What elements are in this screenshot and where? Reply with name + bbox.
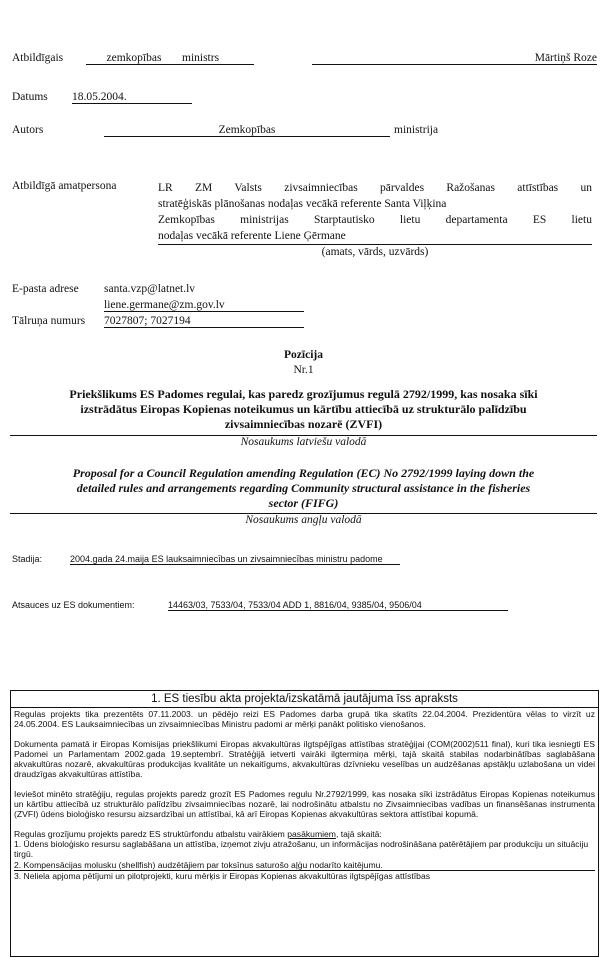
proposal-lv-line1: Priekšlikums ES Padomes regulai, kas paredz grozījumus regulā 2792/1999, kas nosaka sīki — [69, 387, 538, 401]
date-label: Datums — [12, 91, 48, 103]
summary-item2: 2. Kompensācijas molusku (shellfish) audzētājiem par toksīnus saturošo aļģu nodarīto kaitējumu. — [14, 859, 383, 870]
email-1[interactable]: santa.vzp@latnet.lv — [104, 283, 196, 295]
responsible-name: Mārtiņš Roze — [312, 52, 597, 65]
summary-para1: Regulas projekts tika prezentēts 07.11.2003. un pēdējo reizi ES Padomes darba grupā tika skatīts 22.04.2004. Prezidentūra vēlas to virzīt uz 24.05.2004. ES Lauksaimniecības un zivsaimniecības Ministru padomi ar mērķi panākt politisko vienošanos. — [14, 709, 595, 730]
summary-para4-link: pasākumiem — [287, 828, 336, 839]
official-block — [158, 180, 592, 244]
stage-value: 2004.gada 24.maija ES lauksaimniecības un zivsaimniecības ministru padome — [70, 554, 400, 565]
official-label: Atbildīgā amatpersona — [12, 180, 117, 192]
summary-title: 1. ES tiesību akta projekta/izskatāmā jautājuma īss apraksts — [11, 691, 598, 708]
email-label: E-pasta adrese — [12, 283, 79, 295]
summary-item1: 1. Ūdens bioloģisko resursu saglabāšana un attīstība, izņemot zivju atražošanu, un informācijas nodrošināšana patērētājiem par produkciju un situāciju tirgū. — [14, 838, 589, 860]
refs-label: Atsauces uz ES dokumentiem: — [12, 600, 135, 610]
summary-body — [11, 708, 598, 882]
summary-item3: 3. Neliela apjoma pētījumi un pilotprojekti, kuru mērķis ir Eiropas Kopienas akvakultūras ilgtspējīgas attīstības — [14, 870, 595, 881]
proposal-title-en — [0, 466, 607, 511]
stage-label: Stadija: — [12, 554, 43, 564]
responsible-ministry: zemkopības — [86, 52, 182, 65]
proposal-en-caption: Nosaukums angļu valodā — [245, 514, 362, 526]
date-value: 18.05.2004. — [72, 91, 192, 104]
official-underline — [158, 244, 592, 245]
summary-para3: Ieviešot minēto stratēģiju, regulas projekts paredz grozīt ES Padomes regulu Nr.2792/1999, kas nosaka sīki izstrādātus Eiropas Kopienas noteikumus un kārtību attiecībā uz strukturālo palīdzību zivsaimniecības nozarē, lai nodrošinātu atbalstu no Zivsaimniecības vadības un finansēšanas instrumenta (ZVFI) ūdens bioloģisko resursu aizsardzībai un attīstībai, kā arī Eiropas Kopienas akvakultūras sektora attīstībai kopumā. — [14, 788, 595, 820]
author-label: Autors — [12, 124, 44, 136]
official-caption: (amats, vārds, uzvārds) — [321, 246, 429, 258]
proposal-en-line2: detailed rules and arrangements regarding Community structural assistance in the fisheries — [76, 481, 531, 495]
proposal-lv-line3: zivsaimniecības nozarē (ZVFI) — [224, 417, 383, 431]
email-2[interactable]: liene.germane@zm.gov.lv — [104, 299, 304, 312]
phone-value: 7027807; 7027194 — [104, 315, 304, 328]
phone-label: Tālruņa numurs — [12, 315, 86, 327]
refs-value: 14463/03, 7533/04, 7533/04 ADD 1, 8816/04, 9385/04, 9506/04 — [168, 600, 508, 611]
proposal-title-lv — [0, 387, 607, 432]
summary-para2: Dokumenta pamatā ir Eiropas Komisijas priekšlikumi Eiropas akvakultūras ilgtspējīgas attīstības stratēģijai (COM(2002)511 final), kuri tika iesniegti ES Padomei un Parlamentam 2002.gada 19.septembrī. Stratēģijā ietverti vairāki ilgtermiņa mērķi, tajā skaitā stabilas nodarbinātības saglabāšana akvakultūras nozarē, akvakultūras produkcijas kvalitāte un nekaitīgums, akvakultūras dzīvnieku veselības un audzēšanas apstākļu uzlabošana un videi draudzīgas akvakultūras attīstība. — [14, 738, 595, 780]
author-ministry: Zemkopības — [104, 124, 390, 137]
official-line4: nodaļas vecākā referente Liene Ģērmane — [158, 230, 346, 242]
official-line3: Zemkopības ministrijas Starptautisko lietu departamenta ES lietu — [158, 214, 592, 226]
summary-box — [10, 690, 599, 957]
position-title: Pozīcija — [284, 349, 323, 361]
proposal-en-line3: sector (FIFG) — [268, 496, 339, 510]
summary-para4-prefix: Regulas grozījumu projekts paredz ES struktūrfondu atbalstu vairākiem — [14, 828, 288, 839]
responsible-title: ministrs — [182, 52, 254, 65]
responsible-label: Atbildīgais — [12, 52, 64, 64]
author-suffix: ministrija — [394, 124, 439, 136]
proposal-en-line1: Proposal for a Council Regulation amending Regulation (EC) No 2792/1999 laying down the — [72, 466, 535, 480]
position-number: Nr.1 — [293, 364, 314, 376]
summary-para4 — [14, 829, 595, 839]
official-line2: stratēģiskās plānošanas nodaļas vecākā referente Santa Viļķina — [158, 198, 447, 210]
proposal-lv-caption: Nosaukums latviešu valodā — [240, 436, 367, 448]
official-line1: LR ZM Valsts zivsaimniecības pārvaldes Ražošanas attīstības un — [158, 182, 592, 194]
proposal-lv-line2: izstrādātus Eiropas Kopienas noteikumus un kārtību attiecībā uz strukturālo palīdzību — [80, 402, 527, 416]
summary-para4-suffix: , tajā skaitā: — [335, 828, 382, 839]
